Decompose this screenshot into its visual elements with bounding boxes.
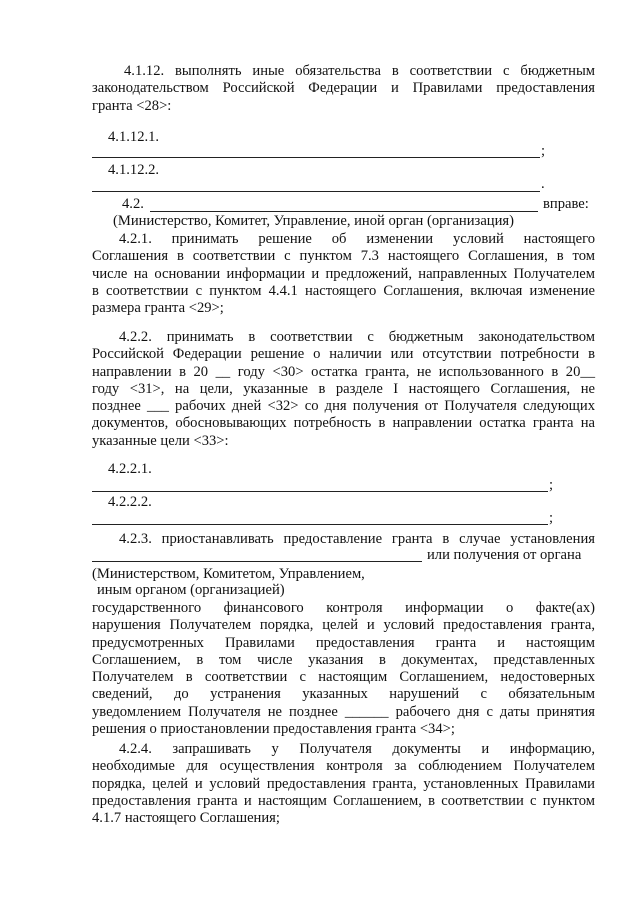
- text-line: 4.1.12. выполнять иные обязательства в соответствии с бюджетным: [124, 63, 595, 79]
- paragraph-4-2-4: [92, 741, 595, 827]
- fill-in-line: [150, 211, 538, 212]
- text-line: 4.2.3. приостанавливать предоставление гранта в случае установления: [119, 531, 595, 547]
- text-line: документов, обосновывающих потребность в направлении остатка гранта на: [92, 415, 595, 432]
- text-line: гранта <28>:: [92, 97, 172, 114]
- subitem-4-1-12-1-label: 4.1.12.1.: [108, 129, 160, 145]
- fill-in-line: [92, 191, 540, 192]
- subitem-4-1-12-2-label: 4.1.12.2.: [108, 162, 160, 178]
- text-line: порядка, целей и условий предоставления гранта, установленных Правилами: [92, 775, 595, 792]
- text-line: 4.2.1. принимать решение об изменении условий настоящего: [119, 231, 595, 247]
- line-end-punctuation: ;: [549, 510, 554, 526]
- field-caption: иным органом (организацией): [97, 582, 285, 598]
- text-line: 4.1.7 настоящего Соглашения;: [92, 810, 280, 827]
- line-end-punctuation: ;: [541, 143, 546, 159]
- paragraph-4-2-3-first-line: [92, 531, 595, 548]
- paragraph-4-2-1: [92, 231, 595, 317]
- text-line: позднее ___ рабочих дней <32> со дня получения от Получателя следующих: [92, 398, 595, 415]
- text-line: государственного финансового контроля информации о факте(ах): [92, 600, 595, 616]
- subitem-4-2-2-2-label: 4.2.2.2.: [108, 494, 152, 510]
- paragraph-4-2-tail: вправе:: [543, 196, 589, 212]
- text-line: 4.2.4. запрашивать у Получателя документы и информацию,: [119, 741, 595, 757]
- text-line: Соглашением, в том числе указания в документах, представленных: [92, 651, 595, 668]
- paragraph-4-2-2: [92, 329, 595, 450]
- text-line: нарушения Получателем порядка, целей и условий предоставления гранта,: [92, 617, 595, 634]
- field-caption: (Министерством, Комитетом, Управлением,: [92, 566, 365, 582]
- text-line: сведений, до устранения указанных нарушений с обязательным: [92, 686, 595, 703]
- text-line: в соответствии с пунктом 4.4.1 настоящего Соглашения, включая изменение: [92, 282, 595, 299]
- text-line: необходимые для осуществления контроля за соблюдением Получателем: [92, 758, 595, 775]
- fill-in-line: [92, 157, 540, 158]
- paragraph-4-2-label: 4.2.: [122, 196, 144, 212]
- paragraph-4-2-3-body: [92, 600, 595, 738]
- text-line: уведомлением Получателя не позднее ______ рабочего дня с даты принятия: [92, 703, 595, 720]
- text-line: указанные цели <33>:: [92, 432, 229, 449]
- text-line: или получения от органа: [427, 547, 582, 563]
- text-line: законодательством Российской Федерации и Правилами предоставления: [92, 80, 595, 97]
- text-line: Соглашения в соответствии с пунктом 7.3 настоящего Соглашения, в том: [92, 248, 595, 265]
- text-line: предусмотренных Правилами предоставления гранта и настоящим: [92, 634, 595, 651]
- text-line: решения о приостановлении предоставления гранта <34>;: [92, 721, 455, 738]
- text-line: числе на основании информации и предложений, направленных Получателем: [92, 265, 595, 282]
- text-line: размера гранта <29>;: [92, 300, 224, 317]
- line-end-punctuation: ;: [549, 477, 554, 493]
- fill-in-line: [92, 524, 548, 525]
- text-line: предоставления гранта и настоящим Соглашением, в соответствии с пунктом: [92, 792, 595, 809]
- subitem-4-2-2-1-label: 4.2.2.1.: [108, 461, 152, 477]
- text-line: году <31>, на цели, указанные в разделе I настоящего Соглашения, не: [92, 380, 595, 397]
- text-line: 4.2.2. принимать в соответствии с бюджетным законодательством: [119, 329, 595, 345]
- line-end-punctuation: .: [541, 176, 545, 192]
- text-line: направлении в 20 __ году <30> остатка гранта, не использованного в 20__: [92, 363, 595, 380]
- text-line: Получателем в соответствии с настоящим Соглашением, недостоверных: [92, 669, 595, 686]
- fill-in-line: [92, 561, 422, 562]
- fill-in-line: [92, 491, 548, 492]
- text-line: Российской Федерации решение о наличии или отсутствии потребности в: [92, 346, 595, 363]
- field-caption: (Министерство, Комитет, Управление, иной орган (организация): [113, 213, 514, 229]
- paragraph-4-1-12: [92, 63, 595, 115]
